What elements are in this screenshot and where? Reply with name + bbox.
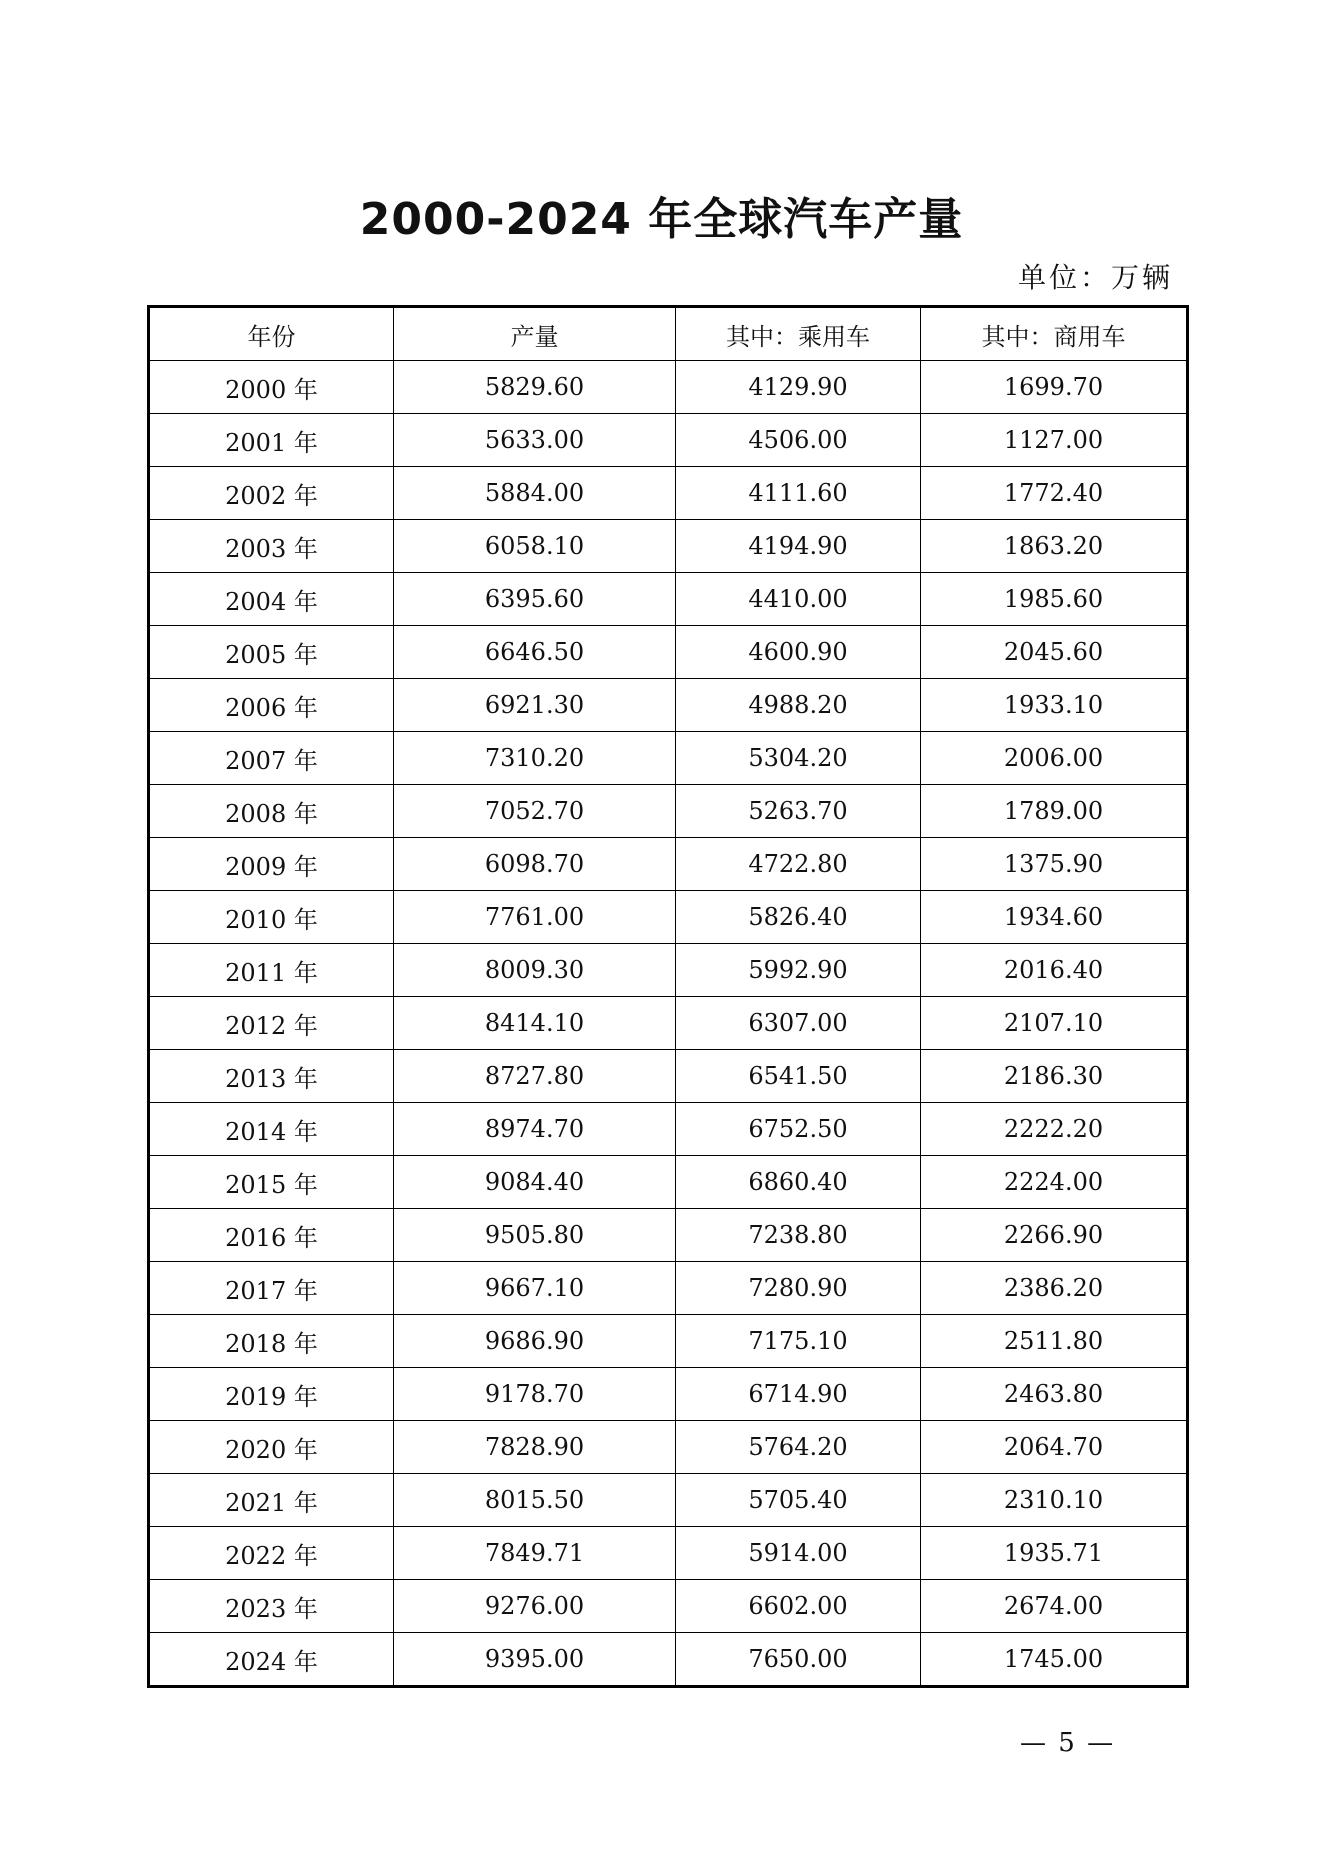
table-row [149, 785, 1188, 838]
cell-commercial: 2511.80 [921, 1315, 1188, 1368]
cell-production: 5633.00 [394, 414, 676, 467]
cell-year: 2015 年 [149, 1156, 394, 1209]
cell-commercial: 1745.00 [921, 1633, 1188, 1687]
cell-production: 5884.00 [394, 467, 676, 520]
cell-production: 7052.70 [394, 785, 676, 838]
table-row [149, 1527, 1188, 1580]
cell-commercial: 1863.20 [921, 520, 1188, 573]
cell-production: 9686.90 [394, 1315, 676, 1368]
cell-passenger: 6602.00 [676, 1580, 921, 1633]
table-row [149, 626, 1188, 679]
cell-commercial: 2006.00 [921, 732, 1188, 785]
table-row [149, 997, 1188, 1050]
cell-commercial: 1127.00 [921, 414, 1188, 467]
cell-year: 2014 年 [149, 1103, 394, 1156]
cell-commercial: 1789.00 [921, 785, 1188, 838]
cell-production: 8015.50 [394, 1474, 676, 1527]
cell-commercial: 2186.30 [921, 1050, 1188, 1103]
table-row [149, 520, 1188, 573]
table-row [149, 891, 1188, 944]
cell-production: 5829.60 [394, 361, 676, 414]
cell-passenger: 5914.00 [676, 1527, 921, 1580]
cell-production: 9084.40 [394, 1156, 676, 1209]
cell-production: 7828.90 [394, 1421, 676, 1474]
cell-passenger: 4600.90 [676, 626, 921, 679]
cell-year: 2024 年 [149, 1633, 394, 1687]
cell-commercial: 2222.20 [921, 1103, 1188, 1156]
cell-production: 8414.10 [394, 997, 676, 1050]
cell-commercial: 2064.70 [921, 1421, 1188, 1474]
table-body [149, 361, 1188, 1687]
cell-year: 2018 年 [149, 1315, 394, 1368]
cell-production: 9395.00 [394, 1633, 676, 1687]
cell-commercial: 2016.40 [921, 944, 1188, 997]
table-row [149, 1421, 1188, 1474]
cell-production: 6646.50 [394, 626, 676, 679]
cell-year: 2019 年 [149, 1368, 394, 1421]
cell-passenger: 7175.10 [676, 1315, 921, 1368]
cell-passenger: 4111.60 [676, 467, 921, 520]
cell-year: 2009 年 [149, 838, 394, 891]
cell-production: 6058.10 [394, 520, 676, 573]
table-row [149, 1156, 1188, 1209]
cell-year: 2020 年 [149, 1421, 394, 1474]
cell-year: 2013 年 [149, 1050, 394, 1103]
cell-passenger: 4129.90 [676, 361, 921, 414]
page-title: 2000-2024 年全球汽车产量 [359, 194, 964, 245]
cell-passenger: 6541.50 [676, 1050, 921, 1103]
cell-year: 2016 年 [149, 1209, 394, 1262]
cell-passenger: 6714.90 [676, 1368, 921, 1421]
cell-passenger: 6860.40 [676, 1156, 921, 1209]
table-row [149, 944, 1188, 997]
table-row [149, 414, 1188, 467]
cell-passenger: 6307.00 [676, 997, 921, 1050]
cell-year: 2001 年 [149, 414, 394, 467]
cell-year: 2010 年 [149, 891, 394, 944]
cell-production: 9276.00 [394, 1580, 676, 1633]
cell-passenger: 5304.20 [676, 732, 921, 785]
header-production: 产量 [394, 307, 676, 361]
cell-commercial: 2674.00 [921, 1580, 1188, 1633]
cell-year: 2021 年 [149, 1474, 394, 1527]
cell-commercial: 2224.00 [921, 1156, 1188, 1209]
cell-passenger: 7280.90 [676, 1262, 921, 1315]
cell-year: 2002 年 [149, 467, 394, 520]
cell-year: 2003 年 [149, 520, 394, 573]
cell-commercial: 1935.71 [921, 1527, 1188, 1580]
cell-production: 9667.10 [394, 1262, 676, 1315]
cell-passenger: 4194.90 [676, 520, 921, 573]
table-row [149, 1368, 1188, 1421]
table-row [149, 679, 1188, 732]
cell-production: 7761.00 [394, 891, 676, 944]
header-year: 年份 [149, 307, 394, 361]
table-row [149, 573, 1188, 626]
cell-year: 2005 年 [149, 626, 394, 679]
table-row [149, 838, 1188, 891]
header-commercial: 其中：商用车 [921, 307, 1188, 361]
cell-commercial: 2266.90 [921, 1209, 1188, 1262]
cell-commercial: 1772.40 [921, 467, 1188, 520]
cell-passenger: 5263.70 [676, 785, 921, 838]
cell-year: 2022 年 [149, 1527, 394, 1580]
table-header-row [149, 307, 1188, 361]
cell-passenger: 5764.20 [676, 1421, 921, 1474]
table-row [149, 1209, 1188, 1262]
cell-commercial: 2463.80 [921, 1368, 1188, 1421]
cell-passenger: 7238.80 [676, 1209, 921, 1262]
cell-year: 2023 年 [149, 1580, 394, 1633]
cell-year: 2017 年 [149, 1262, 394, 1315]
cell-passenger: 4506.00 [676, 414, 921, 467]
cell-passenger: 6752.50 [676, 1103, 921, 1156]
header-passenger: 其中：乘用车 [676, 307, 921, 361]
cell-commercial: 2386.20 [921, 1262, 1188, 1315]
table-row [149, 361, 1188, 414]
cell-year: 2004 年 [149, 573, 394, 626]
cell-commercial: 1933.10 [921, 679, 1188, 732]
cell-commercial: 1699.70 [921, 361, 1188, 414]
cell-year: 2011 年 [149, 944, 394, 997]
table-row [149, 467, 1188, 520]
cell-year: 2006 年 [149, 679, 394, 732]
cell-production: 8727.80 [394, 1050, 676, 1103]
cell-commercial: 1375.90 [921, 838, 1188, 891]
cell-passenger: 4988.20 [676, 679, 921, 732]
cell-passenger: 5992.90 [676, 944, 921, 997]
cell-production: 6395.60 [394, 573, 676, 626]
cell-passenger: 7650.00 [676, 1633, 921, 1687]
cell-passenger: 5826.40 [676, 891, 921, 944]
table-row [149, 1050, 1188, 1103]
cell-commercial: 1934.60 [921, 891, 1188, 944]
cell-commercial: 2107.10 [921, 997, 1188, 1050]
cell-production: 6921.30 [394, 679, 676, 732]
cell-year: 2008 年 [149, 785, 394, 838]
cell-production: 8009.30 [394, 944, 676, 997]
cell-passenger: 5705.40 [676, 1474, 921, 1527]
production-table [147, 305, 1189, 1688]
cell-production: 7310.20 [394, 732, 676, 785]
cell-production: 7849.71 [394, 1527, 676, 1580]
cell-commercial: 2310.10 [921, 1474, 1188, 1527]
cell-production: 8974.70 [394, 1103, 676, 1156]
unit-label: 单位：万辆 [1017, 261, 1173, 294]
cell-year: 2012 年 [149, 997, 394, 1050]
cell-passenger: 4410.00 [676, 573, 921, 626]
table-row [149, 1103, 1188, 1156]
table-row [149, 1315, 1188, 1368]
table-row [149, 732, 1188, 785]
table-row [149, 1474, 1188, 1527]
cell-year: 2007 年 [149, 732, 394, 785]
cell-year: 2000 年 [149, 361, 394, 414]
cell-production: 9505.80 [394, 1209, 676, 1262]
cell-production: 9178.70 [394, 1368, 676, 1421]
cell-commercial: 2045.60 [921, 626, 1188, 679]
table-row [149, 1633, 1188, 1687]
cell-production: 6098.70 [394, 838, 676, 891]
table-row [149, 1580, 1188, 1633]
cell-commercial: 1985.60 [921, 573, 1188, 626]
page-number: — 5 — [1020, 1728, 1116, 1758]
table-row [149, 1262, 1188, 1315]
cell-passenger: 4722.80 [676, 838, 921, 891]
